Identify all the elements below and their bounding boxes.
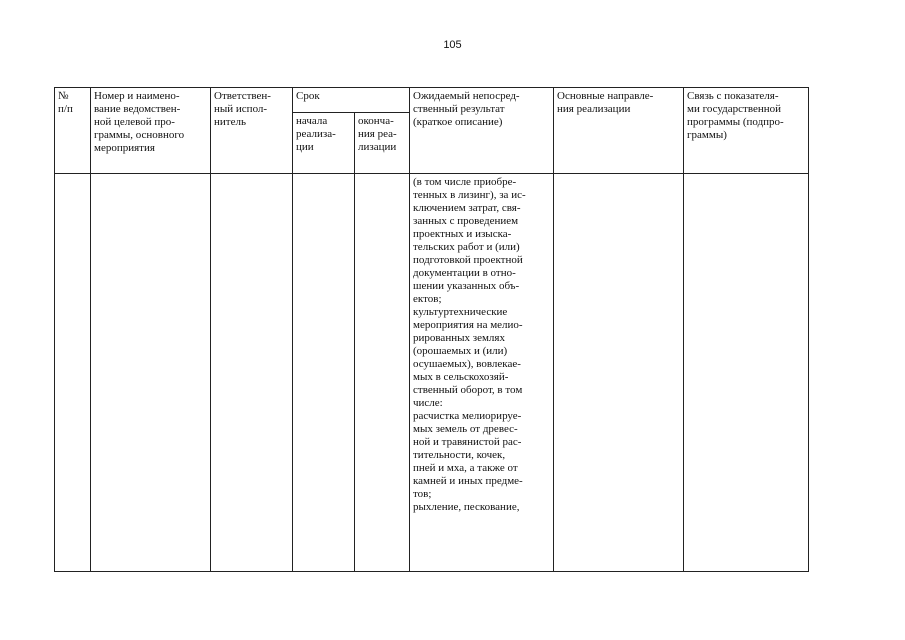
program-table: [54, 87, 809, 572]
cell-indicator-link: [684, 174, 809, 572]
header-row-1: [55, 88, 809, 113]
table-row: [55, 174, 809, 572]
header-term-start: начала реализа- ции: [293, 113, 355, 174]
cell-num: [55, 174, 91, 572]
header-indicator-link: Связь с показателя- ми государственной программы (подпро- граммы): [684, 88, 809, 174]
header-term: Срок: [293, 88, 410, 113]
cell-responsible: [211, 174, 293, 572]
cell-expected-result: (в том числе приобре- тенных в лизинг), за ис- ключением затрат, свя- занных с проведением проектных и изыска- тельских работ и (или) подготовкой проектной документации в отно- шении указанных объ- ектов; культуртехнические мероприятия на мелио- рированных землях (орошаемых и (или) осушаемых), вовлекае- мых в сельскохозяй- ственный оборот, в том числе: расчистка мелиорируе- мых земель от древес- ной и травянистой рас- тительности, кочек, пней и мха, а также от камней и иных предме- тов; рыхление, пескование,: [410, 174, 554, 572]
header-responsible: Ответствен- ный испол- нитель: [211, 88, 293, 174]
header-num: № п/п: [55, 88, 91, 174]
page-number: 105: [443, 39, 462, 51]
cell-main-directions: [554, 174, 684, 572]
header-main-directions: Основные направле- ния реализации: [554, 88, 684, 174]
cell-term-end: [355, 174, 410, 572]
cell-program-name: [91, 174, 211, 572]
cell-term-start: [293, 174, 355, 572]
header-program-name: Номер и наимено- вание ведомствен- ной целевой про- граммы, основного мероприятия: [91, 88, 211, 174]
header-term-end: оконча- ния реа- лизации: [355, 113, 410, 174]
header-expected-result: Ожидаемый непосред- ственный результат (краткое описание): [410, 88, 554, 174]
